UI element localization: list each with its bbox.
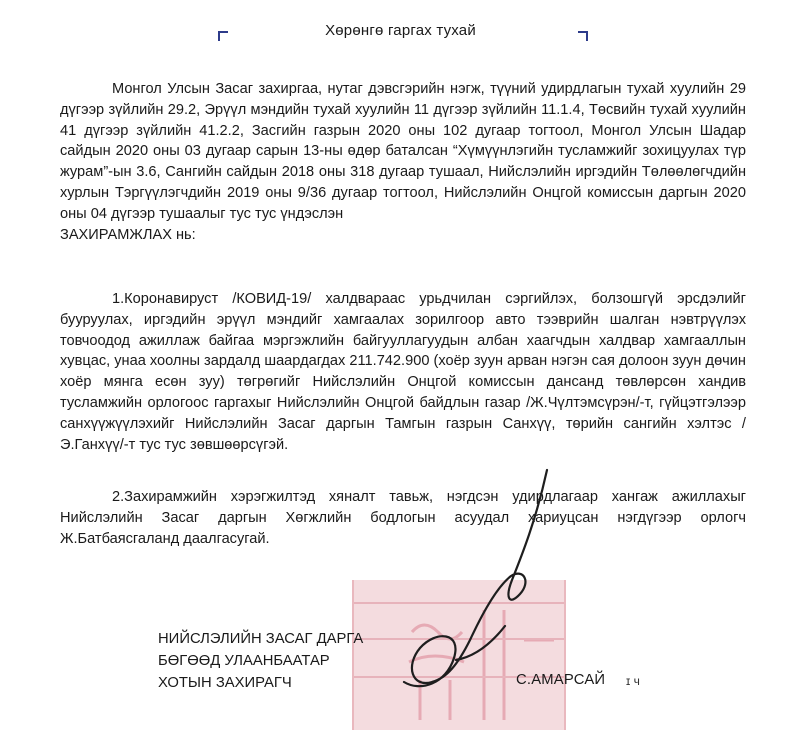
signer-name: С.АМАРСАЙ <box>516 672 606 688</box>
signer-position <box>158 628 363 694</box>
intro-paragraph <box>60 79 746 245</box>
seal-band <box>354 638 564 640</box>
decree-paragraph-2: 2.Захирамжийн хэрэгжилтэд хяналт тавьж, нэгдсэн удирдлагаар хангаж ажиллахыг Нийслэлийн Засаг даргын Хөгжлийн бодлогын асуудал хариуцсан нэгдүгээр орлогч Ж.Батбаясгаланд даалгасугай. <box>60 489 746 547</box>
official-seal <box>352 580 566 730</box>
decree-paragraph-1: 1.Коронавируст /КОВИД-19/ халдвараас урьдчилан сэргийлэх, болзошгүй эрсдэлийг бууруулах, иргэдийн эрүүл мэндийг хамгаалах зорилгоор авто тээврийн шалган нэвтрүүлэх товчоодод ажиллаж байгаа мэргэжлийн байгууллагуудын албан хаагчдын халдвар хамгааллын хувцас, унаа хоолны зардалд шаардагдах 211.742.900 (хоёр зуун арван нэгэн сая долоон зуун дөчин хоёр мянга есөн зуу) төгрөгийг Нийслэлийн Онцгой комиссын дансанд төвлөрсөн хандив тусламжийн орлогоос гаргахыг Нийслэлийн Онцгой байдлын газар /Ж.Чүлтэмсүрэн/-т, гүйцэтгэлээр санхүүжүүлэхийг Нийслэлийн Засаг даргын Тамгын газрын Санхүү, төрийн сангийн хэлтэс /Э.Ганхүү/-т тус тус зөвшөөрсүгэй. <box>60 291 746 453</box>
signer-position-line: ХОТЫН ЗАХИРАГЧ <box>158 675 292 691</box>
intro-basis-text: Монгол Улсын Засаг захиргаа, нутаг дэвсгэрийн нэгж, түүний удирдлагын тухай хуулийн 29 дүгээр зүйлийн 29.2, Эрүүл мэндийн тухай хуулийн 11 дүгээр зүйлийн 11.1.4, Төсвийн тухай хуулийн 41 дүгээр зүйлийн 41.2.2, Засгийн газрын 2020 оны 102 дугаар тогтоол, Монгол Улсын Шадар сайдын 2020 оны 03 дугаар сарын 13-ны өдөр баталсан “Хүмүүнлэгийн тусламжийг зохицуулах түр журам”-ын 3.6, Сангийн сайдын 2018 оны 318 дугаар тушаал, Нийслэлийн иргэдийн Төлөөлөгчдийн хурлын Тэргүүлэгчдийн 2019 оны 9/36 дугаар тогтоол, Нийслэлийн Онцгой комиссын даргын 2020 оны 04 дүгээр тушаалыг тус тус үндэслэн <box>60 81 746 222</box>
document-title: Хөрөнгө гаргах тухай <box>325 22 476 39</box>
decree-keyword: ЗАХИРАМЖЛАХ нь: <box>60 226 196 243</box>
signer-position-line: НИЙСЛЭЛИЙН ЗАСАГ ДАРГА <box>158 631 364 647</box>
signer-position-line: БӨГӨӨД УЛААНБААТАР <box>158 653 330 669</box>
signer-mark: ɪ ч <box>626 674 640 688</box>
seal-band <box>354 602 564 604</box>
